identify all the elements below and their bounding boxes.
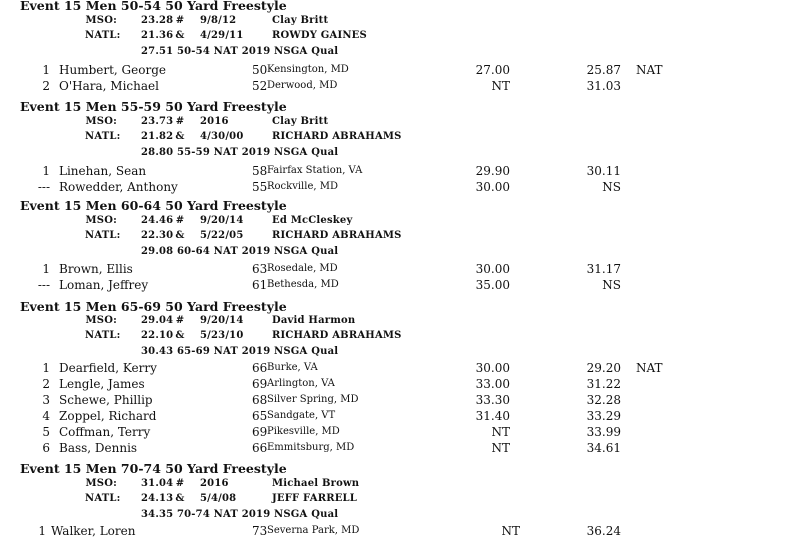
swimmer-age: 58: [252, 164, 268, 178]
result-place: 6: [42, 441, 50, 455]
swimmer-name: Walker, Loren: [51, 524, 136, 538]
result-note: NAT: [636, 361, 663, 375]
seed-time: NT: [501, 524, 520, 538]
swimmer-name: Lengle, James: [59, 377, 145, 391]
qualifying-standard: 28.80 55-59 NAT 2019 NSGA Qual: [141, 147, 339, 158]
swimmer-team: Derwood, MD: [267, 80, 338, 91]
final-time: 31.03: [586, 79, 621, 93]
swimmer-age: 50: [252, 63, 268, 77]
final-time: 25.87: [586, 63, 621, 77]
record-holder: RICHARD ABRAHAMS: [272, 230, 402, 241]
swimmer-age: 69: [252, 377, 268, 391]
swimmer-team: Bethesda, MD: [267, 279, 339, 290]
event-title: Event 15 Men 50-54 50 Yard Freestyle: [20, 0, 287, 13]
record-holder: Michael Brown: [272, 478, 360, 489]
final-time: 36.24: [586, 524, 621, 538]
final-time: NS: [602, 278, 621, 292]
record-symbol: #: [175, 215, 185, 226]
qualifying-standard: 30.43 65-69 NAT 2019 NSGA Qual: [141, 346, 339, 357]
swimmer-age: 68: [252, 393, 268, 407]
record-date: 5/22/05: [200, 230, 244, 241]
record-time: 23.73: [141, 116, 174, 127]
swimmer-age: 73: [252, 524, 268, 538]
swimmer-name: Humbert, George: [59, 63, 166, 77]
swimmer-team: Rosedale, MD: [267, 263, 338, 274]
record-symbol: &: [175, 30, 185, 41]
record-symbol: #: [175, 315, 185, 326]
record-symbol: &: [175, 230, 185, 241]
swimmer-team: Rockville, MD: [267, 181, 338, 192]
swimmer-age: 55: [252, 180, 268, 194]
seed-time: NT: [491, 441, 510, 455]
result-place: 1: [38, 524, 46, 538]
result-note: NAT: [636, 63, 663, 77]
seed-time: NT: [491, 425, 510, 439]
swimmer-team: Silver Spring, MD: [267, 394, 359, 405]
record-holder: Clay Britt: [272, 116, 329, 127]
record-time: 22.30: [141, 230, 174, 241]
swimmer-name: Schewe, Phillip: [59, 393, 153, 407]
event-title: Event 15 Men 65-69 50 Yard Freestyle: [20, 299, 287, 314]
qualifying-standard: 34.35 70-74 NAT 2019 NSGA Qual: [141, 509, 339, 520]
event-title: Event 15 Men 70-74 50 Yard Freestyle: [20, 461, 287, 476]
final-time: 29.20: [586, 361, 621, 375]
seed-time: 27.00: [475, 63, 510, 77]
event-title: Event 15 Men 55-59 50 Yard Freestyle: [20, 99, 287, 114]
result-place: 4: [42, 409, 50, 423]
result-place: 1: [42, 361, 50, 375]
swimmer-team: Burke, VA: [267, 362, 318, 373]
seed-time: 35.00: [475, 278, 510, 292]
final-time: 31.17: [586, 262, 621, 276]
record-date: 5/23/10: [200, 330, 244, 341]
swimmer-name: Rowedder, Anthony: [59, 180, 178, 194]
swimmer-age: 66: [252, 441, 268, 455]
record-symbol: #: [175, 15, 185, 26]
record-time: 29.04: [141, 315, 174, 326]
final-time: 33.29: [586, 409, 621, 423]
final-time: 33.99: [586, 425, 621, 439]
final-time: 32.28: [586, 393, 621, 407]
record-date: 9/20/14: [200, 215, 244, 226]
record-holder: Clay Britt: [272, 15, 329, 26]
record-date: 2016: [200, 478, 229, 489]
swimmer-name: Brown, Ellis: [59, 262, 133, 276]
record-symbol: #: [175, 478, 185, 489]
record-time: 21.82: [141, 131, 174, 142]
record-holder: JEFF FARRELL: [272, 493, 358, 504]
record-label: NATL:: [85, 230, 121, 241]
swimmer-name: Zoppel, Richard: [59, 409, 157, 423]
record-label: MSO:: [85, 478, 117, 489]
seed-time: NT: [491, 79, 510, 93]
result-place: 2: [42, 79, 50, 93]
swimmer-team: Emmitsburg, MD: [267, 442, 355, 453]
swimmer-team: Arlington, VA: [267, 378, 335, 389]
result-place: 1: [42, 63, 50, 77]
final-time: 34.61: [586, 441, 621, 455]
record-date: 4/29/11: [200, 30, 244, 41]
record-time: 24.46: [141, 215, 174, 226]
record-symbol: &: [175, 330, 185, 341]
seed-time: 30.00: [475, 262, 510, 276]
swimmer-age: 66: [252, 361, 268, 375]
swimmer-age: 52: [252, 79, 268, 93]
result-place: ---: [37, 278, 50, 292]
swimmer-age: 69: [252, 425, 268, 439]
record-label: NATL:: [85, 493, 121, 504]
swimmer-name: Linehan, Sean: [59, 164, 147, 178]
record-label: MSO:: [85, 116, 117, 127]
qualifying-standard: 27.51 50-54 NAT 2019 NSGA Qual: [141, 46, 339, 57]
swimmer-name: O'Hara, Michael: [59, 79, 159, 93]
qualifying-standard: 29.08 60-64 NAT 2019 NSGA Qual: [141, 246, 339, 257]
event-title: Event 15 Men 60-64 50 Yard Freestyle: [20, 198, 287, 213]
record-time: 22.10: [141, 330, 174, 341]
seed-time: 30.00: [475, 361, 510, 375]
record-label: NATL:: [85, 330, 121, 341]
record-holder: Ed McCleskey: [272, 215, 353, 226]
record-label: MSO:: [85, 215, 117, 226]
record-time: 24.13: [141, 493, 174, 504]
record-date: 2016: [200, 116, 229, 127]
record-label: NATL:: [85, 131, 121, 142]
record-time: 21.36: [141, 30, 174, 41]
seed-time: 33.00: [475, 377, 510, 391]
record-time: 31.04: [141, 478, 174, 489]
result-place: 1: [42, 164, 50, 178]
result-place: 1: [42, 262, 50, 276]
final-time: NS: [602, 180, 621, 194]
swimmer-age: 63: [252, 262, 268, 276]
record-time: 23.28: [141, 15, 174, 26]
swimmer-name: Loman, Jeffrey: [59, 278, 149, 292]
record-date: 5/4/08: [200, 493, 237, 504]
record-symbol: #: [175, 116, 185, 127]
swimmer-name: Coffman, Terry: [59, 425, 151, 439]
record-label: NATL:: [85, 30, 121, 41]
swimmer-name: Bass, Dennis: [59, 441, 138, 455]
seed-time: 30.00: [475, 180, 510, 194]
swimmer-team: Severna Park, MD: [267, 525, 360, 536]
swimmer-age: 65: [252, 409, 268, 423]
result-place: 5: [42, 425, 50, 439]
swimmer-age: 61: [252, 278, 268, 292]
swimmer-team: Pikesville, MD: [267, 426, 340, 437]
record-holder: ROWDY GAINES: [272, 30, 367, 41]
swimmer-name: Dearfield, Kerry: [59, 361, 157, 375]
swimmer-team: Fairfax Station, VA: [267, 165, 363, 176]
final-time: 31.22: [586, 377, 621, 391]
swimmer-team: Kensington, MD: [267, 64, 349, 75]
record-holder: RICHARD ABRAHAMS: [272, 131, 402, 142]
result-place: 2: [42, 377, 50, 391]
seed-time: 33.30: [475, 393, 510, 407]
seed-time: 29.90: [475, 164, 510, 178]
record-label: MSO:: [85, 315, 117, 326]
result-place: 3: [42, 393, 50, 407]
record-holder: David Harmon: [272, 315, 356, 326]
record-date: 9/8/12: [200, 15, 237, 26]
seed-time: 31.40: [475, 409, 510, 423]
record-label: MSO:: [85, 15, 117, 26]
record-symbol: &: [175, 493, 185, 504]
record-holder: RICHARD ABRAHAMS: [272, 330, 402, 341]
record-symbol: &: [175, 131, 185, 142]
record-date: 4/30/00: [200, 131, 244, 142]
swimmer-team: Sandgate, VT: [267, 410, 336, 421]
result-place: ---: [37, 180, 50, 194]
record-date: 9/20/14: [200, 315, 244, 326]
final-time: 30.11: [586, 164, 621, 178]
